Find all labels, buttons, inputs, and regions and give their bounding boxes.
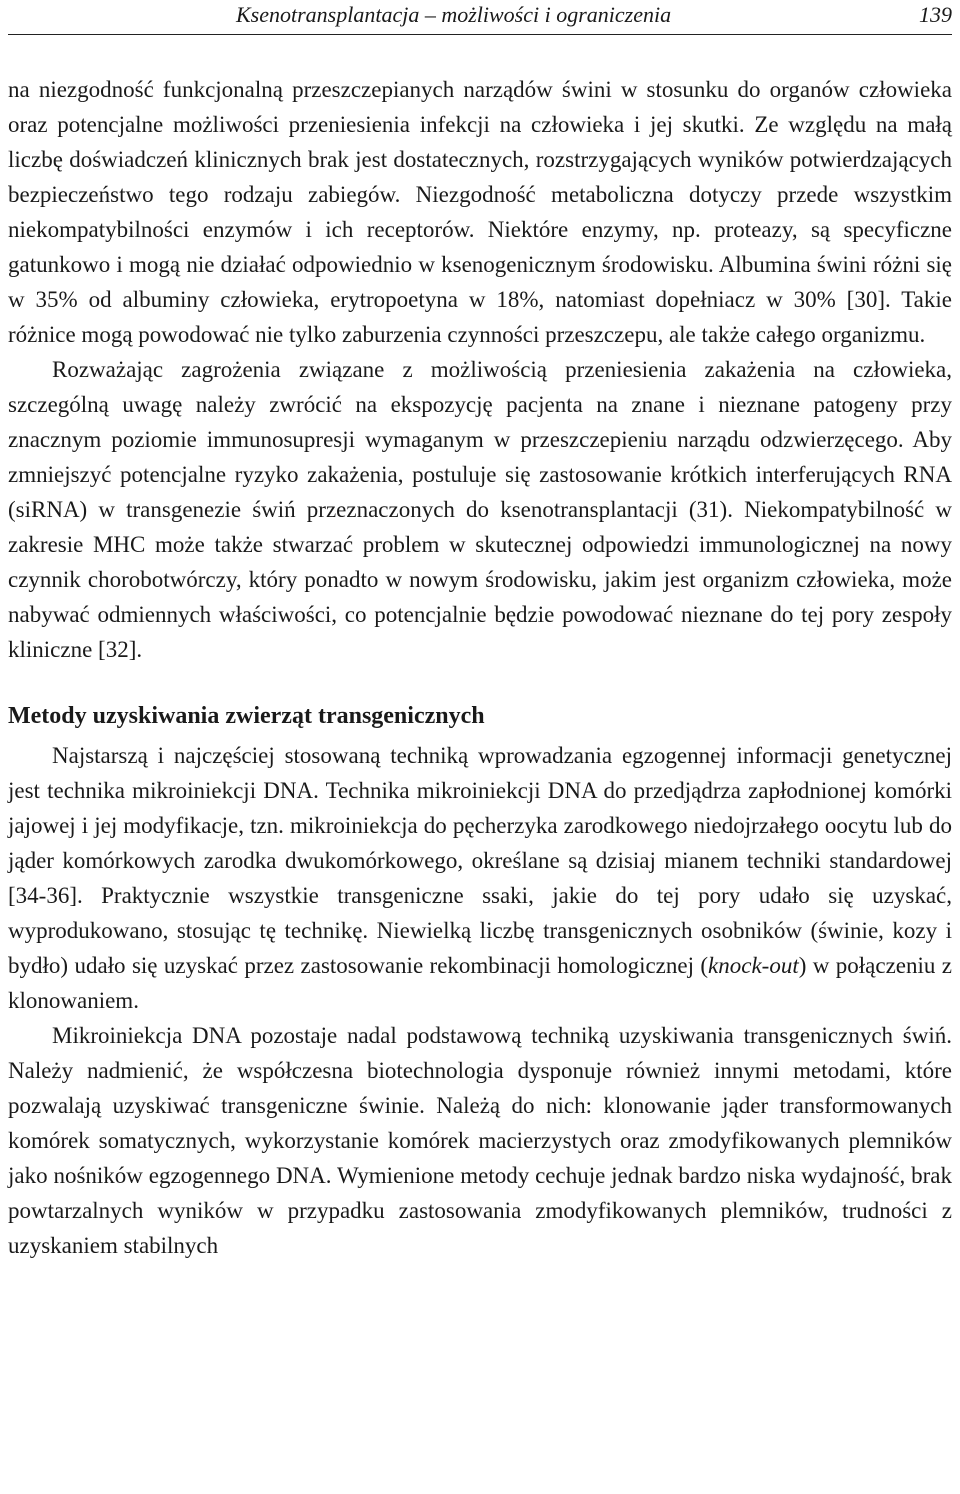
paragraph-3-part-a: Najstarszą i najczęściej stosowaną techniką wprowadzania egzogennej informacji genetycznej jest technika mikroiniekcji DNA. Technika mikroiniekcji DNA do przedjądrza zapłodnionej komórki jajowej i jej modyfikacje, tzn. mikroiniekcja do pęcherzyka zarodkowego niedojrzałego oocytu lub do jąder komórkowych zarodka dwukomórkowego, określane są dzisiaj mianem techniki standardowej [34-36]. Praktycznie wszystkie transgeniczne ssaki, jakie do tej pory udało się uzyskać, wyprodukowano, stosując tę technikę. Niewielką liczbę transgenicznych osobników (świnie, kozy i bydło) udało się uzyskać przez zastosowanie rekombinacji homologicznej ( — [8, 743, 952, 978]
paragraph-1: na niezgodność funkcjonalną przeszczepianych narządów świni w stosunku do organów człowieka oraz potencjalne możliwości przeniesienia infekcji na człowieka i jej skutki. Ze względu na małą liczbę doświadczeń klinicznych brak jest dostatecznych, rozstrzygających wyników potwierdzających bezpieczeństwo tego rodzaju zabiegów. Niezgodność metaboliczna dotyczy przede wszystkim niekompatybilności enzymów i ich receptorów. Niektóre enzymy, np. proteazy, są specyficzne gatunkowo i mogą nie działać odpowiednio w ksenogenicznym środowisku. Albumina świni różni się w 35% od albuminy człowieka, erytropoetyna w 18%, natomiast dopełniacz w 30% [30]. Takie różnice mogą powodować nie tylko zaburzenia czynności przeszczepu, ale także całego organizmu. — [8, 77, 952, 347]
paragraph-2: Rozważając zagrożenia związane z możliwością przeniesienia zakażenia na człowieka, szczególną uwagę należy zwrócić na ekspozycję pacjenta na znane i nieznane patogeny przy znacznym poziomie immunosupresji wymaganym w przeszczepieniu narządu odzwierzęcego. Aby zmniejszyć potencjalne ryzyko zakażenia, postuluje się zastosowanie krótkich interferujących RNA (siRNA) w transgenezie świń przeznaczonych do ksenotransplantacji (31). Niekompatybilność w zakresie MHC może także stwarzać problem w skutecznej odpowiedzi immunologicznej na nowy czynnik chorobotwórczy, który ponadto w nowym środowisku, jakim jest organizm człowieka, może nabywać odmiennych właściwości, co potencjalnie będzie powodować nieznane do tej pory zespoły kliniczne [32]. — [8, 357, 952, 662]
paragraph-3-italic-term: knock-out — [708, 953, 799, 978]
running-title: Ksenotransplantacja – możliwości i ograniczenia — [236, 2, 672, 27]
section-heading: Metody uzyskiwania zwierząt transgenicznych — [8, 703, 485, 729]
paragraph-4: Mikroiniekcja DNA pozostaje nadal podstawową techniką uzyskiwania transgenicznych świń. Należy nadmienić, że współczesna biotechnologia dysponuje również innymi metodami, które pozwalają uzyskiwać transgeniczne świnie. Należą do nich: klonowanie jąder transformowanych komórek somatycznych, wykorzystanie komórek macierzystych oraz zmodyfikowanych plemników jako nośników egzogennego DNA. Wymienione metody cechuje jednak bardzo niska wydajność, brak powtarzalnych wyników w przypadku zastosowania zmodyfikowanych plemników, trudności z uzyskaniem stabilnych — [8, 1023, 952, 1258]
page-number: 139 — [919, 2, 952, 27]
paragraph-3-part-b: ) w połączeniu z klonowaniem. — [8, 953, 953, 1013]
body-text — [8, 72, 952, 1263]
paragraph-3 — [8, 738, 952, 1018]
running-header — [8, 0, 952, 35]
